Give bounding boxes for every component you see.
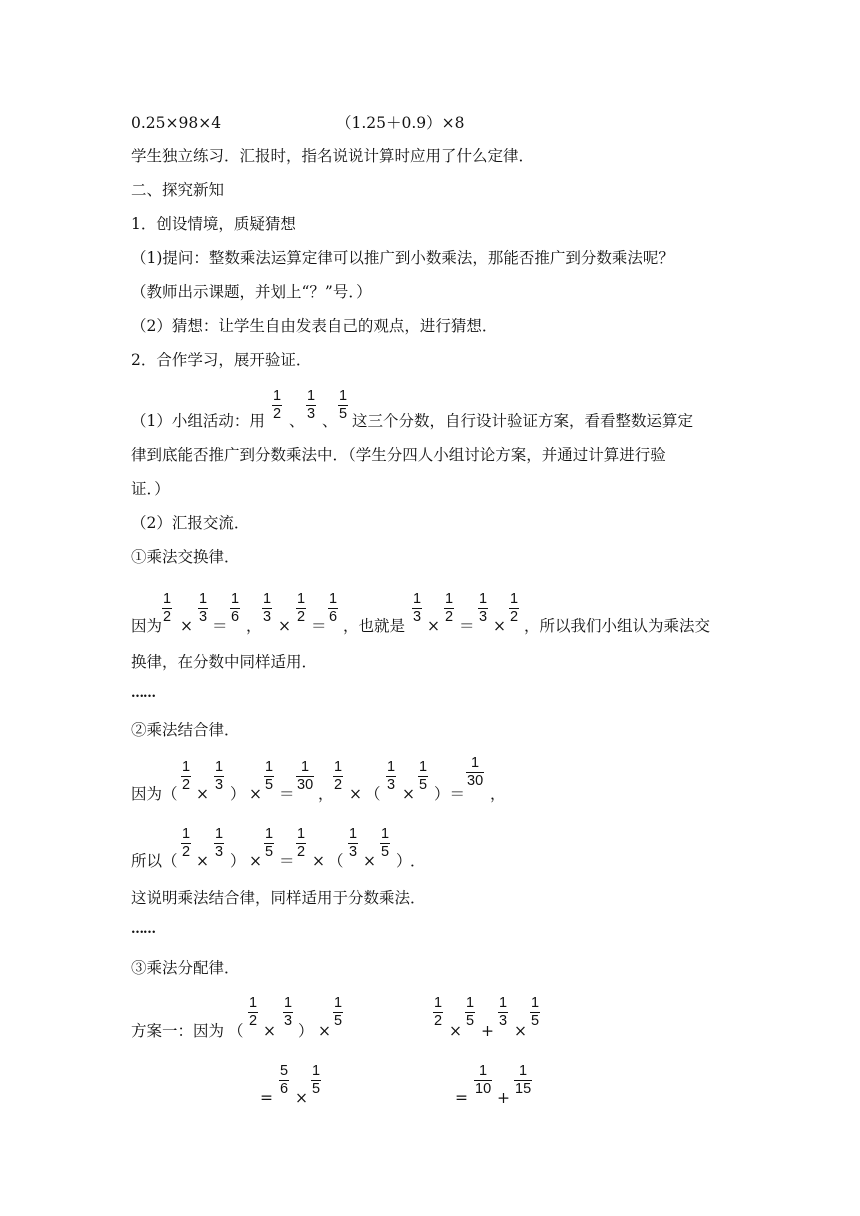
times-sign: × [196,852,209,870]
fraction-one-half: 1 2 [297,591,306,625]
left-paren: （ [328,852,344,870]
fraction-one-half: 1 2 [334,759,343,793]
equals-sign: = [260,1089,273,1107]
fraction-one-fifth: 1 5 [339,388,348,422]
law1-also: ，也就是 [343,617,406,635]
law3-title: ③乘法分配律． [131,959,240,977]
fraction-one-third: 1 3 [215,759,224,793]
left-paren: （ [162,785,178,803]
law2-conclusion: 这说明乘法结合律，同样适用于分数乘法． [131,889,426,907]
times-sign: × [493,617,506,635]
law1-conclusion-line2: 换律，在分数中同样适用． [131,653,318,671]
comma: ， [490,785,506,803]
fraction-one-fifth: 1 5 [381,826,390,860]
equals-sign: ＝ [279,785,295,803]
times-sign: × [514,1022,527,1040]
fraction-one-third: 1 3 [499,995,508,1029]
left-paren: （ [228,1022,244,1040]
ellipsis: …… [131,922,155,937]
fraction-one-half: 1 2 [249,995,258,1029]
law3-plan-one: 方案一：因为 [131,1022,225,1040]
fraction-one-third: 1 3 [263,591,272,625]
plus-sign: + [481,1022,494,1040]
times-sign: × [427,617,440,635]
comma: ， [246,617,262,635]
fraction-one-third: 1 3 [387,759,396,793]
left-paren: （ [162,852,178,870]
review-expression-2: （1.25＋0.9）×8 [336,114,465,132]
report-heading: （2）汇报交流． [131,514,250,532]
fraction-one-third: 1 3 [284,995,293,1029]
plus-sign: + [497,1089,510,1107]
times-sign: × [402,785,415,803]
right-paren-equals: ）＝ [434,785,466,803]
activity-text-line3: 证．） [131,480,170,498]
equals-sign: = [455,1089,468,1107]
fraction-one-half: 1 2 [163,591,172,625]
step1-question: （1)提问：整数乘法运算定律可以推广到小数乘法，那能否推广到分数乘法呢？ [131,249,674,267]
period: ． [410,852,426,870]
times-sign: × [449,1022,462,1040]
times-sign: × [249,785,262,803]
fraction-one-third: 1 3 [215,826,224,860]
fraction-one-fifteenth: 1 15 [515,1063,532,1097]
practice-note: 学生独立练习．汇报时，指名说说计算时应用了什么定律． [131,147,535,165]
fraction-one-half: 1 2 [510,591,519,625]
times-sign: × [349,785,362,803]
section-heading: 二、探究新知 [131,181,225,199]
fraction-one-fifth: 1 5 [265,826,274,860]
fraction-one-half: 1 2 [182,826,191,860]
fraction-one-half: 1 2 [273,388,282,422]
law2-title: ②乘法结合律． [131,721,240,739]
equals-sign: ＝ [212,617,228,635]
step1-title: 1．创设情境，质疑猜想 [131,215,296,233]
times-sign: × [180,617,193,635]
fraction-one-fifth: 1 5 [312,1063,321,1097]
fraction-one-half: 1 2 [182,759,191,793]
fraction-one-thirtieth: 1 30 [297,759,314,793]
fraction-one-half: 1 2 [445,591,454,625]
right-paren: ） [230,852,246,870]
fraction-one-fifth: 1 5 [419,759,428,793]
equals-sign: ＝ [279,852,295,870]
times-sign: × [318,1022,331,1040]
activity-text: 这三个分数，自行设计验证方案，看看整数运算定 [352,412,694,430]
fraction-one-half: 1 2 [434,995,443,1029]
ellipsis: …… [131,686,155,701]
times-sign: × [196,785,209,803]
step2-title: 2．合作学习，展开验证． [131,351,312,369]
times-sign: × [263,1022,276,1040]
review-expression-1: 0.25×98×4 [131,114,222,132]
activity-intro: （1）小组活动：用 [131,412,265,430]
step1-guess: （2）猜想：让学生自由发表自己的观点，进行猜想． [131,317,498,335]
comma: ， [318,785,334,803]
fraction-one-third: 1 3 [479,591,488,625]
activity-text-line2: 律到底能否推广到分数乘法中．（学生分四人小组讨论方案，并通过计算进行验 [131,446,666,464]
times-sign: × [249,852,262,870]
fraction-one-third: 1 3 [307,388,316,422]
separator: 、 [322,412,338,430]
fraction-five-sixths: 5 6 [280,1063,289,1097]
times-sign: × [312,852,325,870]
fraction-one-third: 1 3 [199,591,208,625]
fraction-one-third: 1 3 [413,591,422,625]
left-paren: （ [365,785,381,803]
law1-title: ①乘法交换律． [131,548,240,566]
fraction-one-thirtieth: 1 30 [467,755,484,789]
times-sign: × [278,617,291,635]
fraction-one-sixth: 1 6 [329,591,338,625]
separator: 、 [289,412,305,430]
right-paren: ） [230,785,246,803]
law1-conclusion: ，所以我们小组认为乘法交 [524,617,711,635]
fraction-one-fifth: 1 5 [466,995,475,1029]
times-sign: × [295,1089,308,1107]
times-sign: × [363,852,376,870]
fraction-one-fifth: 1 5 [334,995,343,1029]
right-paren: ） [298,1022,314,1040]
fraction-one-tenth: 1 10 [475,1063,492,1097]
equals-sign: ＝ [311,617,327,635]
fraction-one-fifth: 1 5 [265,759,274,793]
law2-so: 所以 [131,852,163,870]
fraction-one-fifth: 1 5 [531,995,540,1029]
fraction-one-sixth: 1 6 [231,591,240,625]
equals-sign: ＝ [459,617,475,635]
fraction-one-half: 1 2 [297,826,306,860]
law2-because: 因为 [131,785,163,803]
law1-because: 因为 [131,617,163,635]
right-paren: ） [396,852,412,870]
step1-teacher-note: （教师出示课题，并划上“？”号．） [131,283,372,301]
fraction-one-third: 1 3 [349,826,358,860]
